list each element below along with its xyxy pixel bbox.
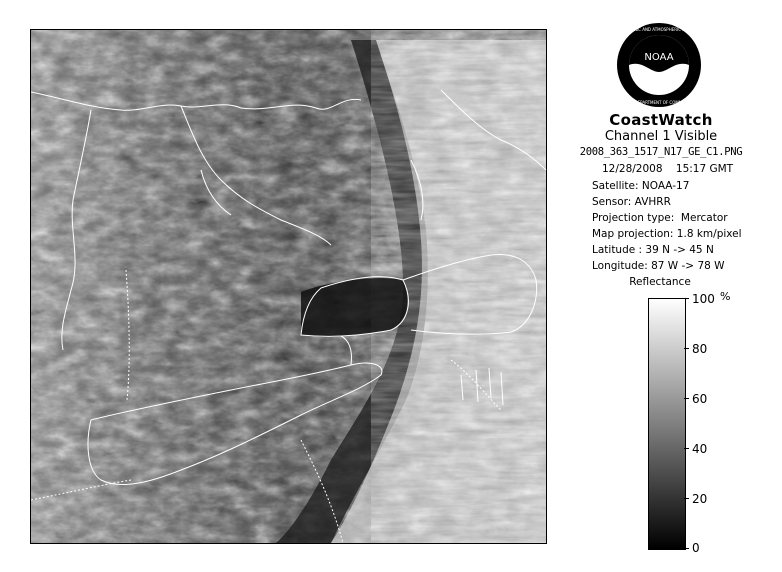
date-label: 12/28/2008 <box>602 163 663 175</box>
legend-unit: % <box>720 290 731 303</box>
tick-label-80: 80 <box>692 342 708 356</box>
sensor-label: Sensor: AVHRR <box>592 196 671 208</box>
tick-mark <box>684 348 689 349</box>
app-title: CoastWatch <box>609 111 713 129</box>
tick-mark <box>684 398 689 399</box>
time-label: 15:17 GMT <box>675 163 734 175</box>
tick-mark <box>684 448 689 449</box>
tick-label-0: 0 <box>692 541 700 555</box>
logo-ring-text-bottom: U.S. DEPARTMENT OF COMMERCE <box>625 100 693 105</box>
latitude-label: Latitude : 39 N -> 45 N <box>592 244 714 256</box>
datetime-row <box>602 163 733 175</box>
tick-label-60: 60 <box>692 392 708 406</box>
filename-label: 2008_363_1517_N17_GE_C1.PNG <box>579 146 743 158</box>
logo-ring-text: NATIONAL OCEANIC AND ATMOSPHERIC ADMINISTRATION <box>601 27 717 32</box>
reflectance-colorbar <box>648 298 686 550</box>
legend-title: Reflectance <box>629 276 691 288</box>
longitude-label: Longitude: 87 W -> 78 W <box>592 260 725 272</box>
tick-mark <box>684 298 689 299</box>
satellite-image <box>30 29 547 544</box>
tick-label-20: 20 <box>692 492 708 506</box>
lake-ontario-dark <box>301 278 407 337</box>
tick-mark <box>684 498 689 499</box>
projection-label: Projection type: Mercator <box>592 212 728 224</box>
map-projection-label: Map projection: 1.8 km/pixel <box>592 228 742 240</box>
tick-mark <box>684 548 689 549</box>
satellite-scene <box>31 30 546 543</box>
info-panel <box>556 0 778 572</box>
tick-label-100: 100 <box>692 292 715 306</box>
satellite-label: Satellite: NOAA-17 <box>592 180 690 192</box>
logo-text: NOAA <box>644 52 674 63</box>
noaa-logo <box>601 22 717 108</box>
tick-label-40: 40 <box>692 442 708 456</box>
channel-label: Channel 1 Visible <box>604 129 718 144</box>
